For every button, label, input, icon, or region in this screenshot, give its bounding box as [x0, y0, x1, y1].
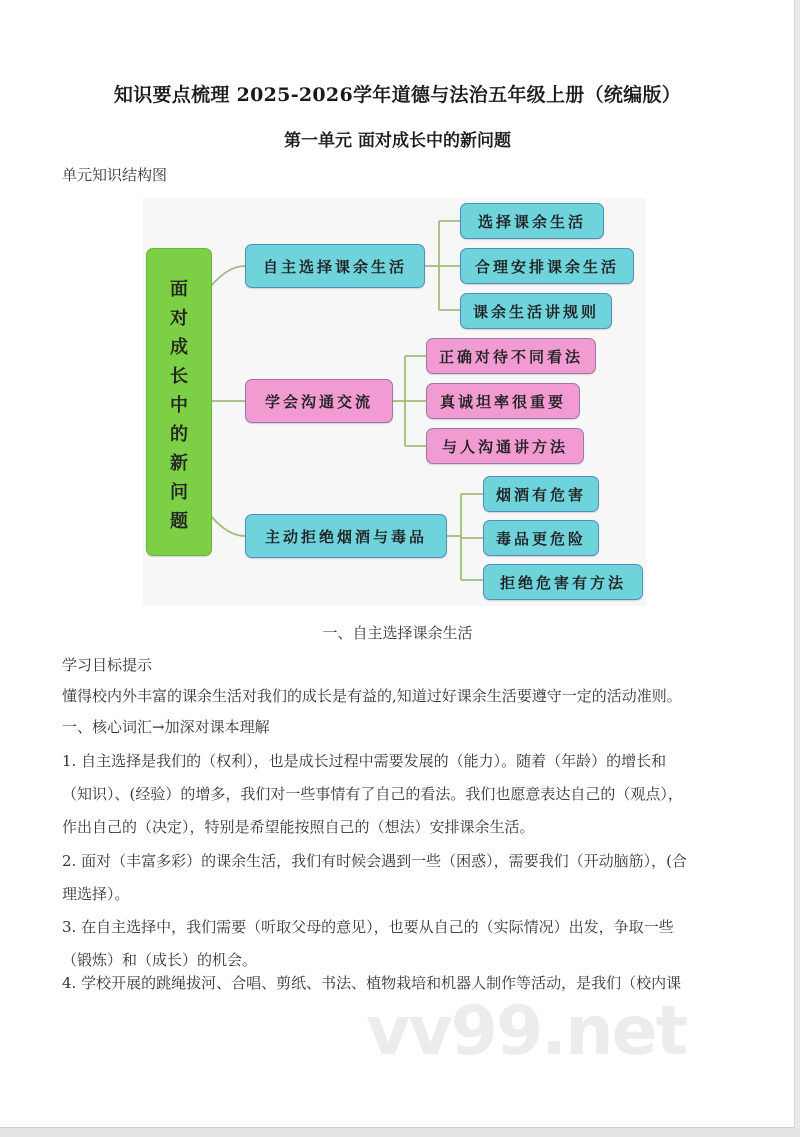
unit-title: 第一单元 面对成长中的新问题 [284, 131, 511, 151]
goal-text: 懂得校内外丰富的课余生活对我们的成长是有益的,知道过好课余生活要遵守一定的活动准则。 [62, 687, 682, 705]
root-char: 面 [170, 278, 188, 300]
mindmap-leaf-node: 真诚坦率很重要 [426, 383, 580, 419]
mindmap-leaf-node: 正确对待不同看法 [426, 338, 596, 374]
mindmap-leaf-node: 合理安排课余生活 [460, 248, 634, 284]
content-line: 理选择）。 [62, 885, 130, 903]
mindmap-branch-node: 自主选择课余生活 [245, 244, 425, 288]
mindmap-leaf-node: 与人沟通讲方法 [426, 428, 584, 464]
root-char: 长 [170, 365, 188, 387]
content-line: 2. 面对（丰富多彩）的课余生活，我们有时候会遇到一些（困惑），需要我们（开动脑筋），(合 [62, 852, 687, 870]
mindmap-branch-node: 学会沟通交流 [245, 379, 393, 423]
knowledge-mindmap [143, 198, 646, 606]
root-char: 题 [170, 510, 188, 532]
root-char: 对 [170, 307, 188, 329]
mindmap-branch-node: 主动拒绝烟酒与毒品 [245, 514, 447, 558]
content-line: 4. 学校开展的跳绳拔河、合唱、剪纸、书法、植物栽培和机器人制作等活动，是我们（校内课 [62, 974, 682, 992]
root-char: 中 [170, 394, 188, 416]
watermark: vv99.net [366, 992, 687, 1071]
mindmap-leaf-node: 课余生活讲规则 [460, 293, 612, 329]
content-line: 3. 在自主选择中，我们需要（听取父母的意见），也要从自己的（实际情况）出发，争取一些 [62, 918, 674, 936]
root-char: 的 [170, 423, 188, 445]
structure-label: 单元知识结构图 [62, 166, 168, 184]
content-line: 作出自己的（决定），特别是希望能按照自己的（想法）安排课余生活。 [62, 818, 535, 836]
root-char: 成 [170, 336, 188, 358]
content-line: （知识）、(经验）的增多，我们对一些事情有了自己的看法。我们也愿意表达自己的（观点）， [62, 785, 683, 803]
goal-label: 学习目标提示 [62, 656, 153, 674]
mindmap-leaf-node: 选择课余生活 [460, 203, 604, 239]
core-vocab-heading: 一、核心词汇→加深对课本理解 [62, 718, 270, 736]
root-char: 新 [170, 452, 188, 474]
mindmap-leaf-node: 拒绝危害有方法 [483, 564, 643, 600]
page-bottom-edge [0, 1128, 800, 1137]
mindmap-root-node [146, 248, 212, 556]
mindmap-leaf-node: 烟酒有危害 [483, 476, 599, 512]
root-char: 问 [170, 481, 188, 503]
document-title: 知识要点梳理 2025-2026学年道德与法治五年级上册（统编版） [113, 84, 682, 106]
content-line: （锻炼）和（成长）的机会。 [62, 951, 258, 969]
mindmap-leaf-node: 毒品更危险 [483, 520, 599, 556]
lesson-heading: 一、自主选择课余生活 [322, 624, 473, 642]
content-line: 1. 自主选择是我们的（权利），也是成长过程中需要发展的（能力）。随着（年龄）的增长和 [62, 752, 667, 770]
